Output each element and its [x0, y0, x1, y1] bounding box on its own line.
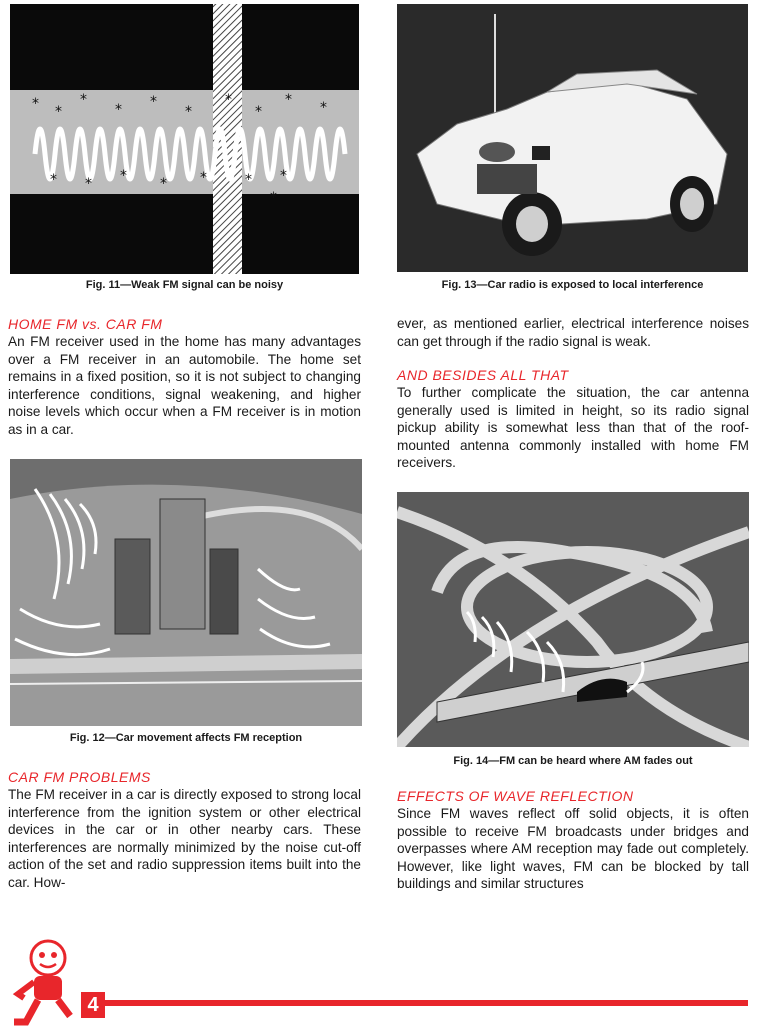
svg-text:*: * — [32, 96, 39, 112]
svg-text:*: * — [50, 172, 57, 188]
highway-overpass-illustration — [397, 492, 749, 747]
fig11-caption: Fig. 11—Weak FM signal can be noisy — [85, 279, 284, 291]
figure-13 — [397, 4, 748, 272]
figure-14 — [397, 492, 749, 747]
svg-text:*: * — [160, 176, 167, 192]
section-heading-besides: AND BESIDES ALL THAT — [397, 367, 569, 383]
section-heading-home-fm: HOME FM vs. CAR FM — [8, 316, 163, 332]
svg-text:*: * — [80, 92, 87, 108]
svg-text:*: * — [280, 168, 287, 184]
fig12-caption: Fig. 12—Car movement affects FM reception — [69, 732, 303, 744]
svg-text:*: * — [150, 94, 157, 110]
page-number: 4 — [81, 992, 105, 1018]
figure-11 — [10, 4, 359, 274]
section-text-reflection: Since FM waves reflect off solid objects, it is often possible to receive FM broadcasts under bridges and overpasses where AM reception may fade out completely. However, like light waves, FM can be blocked by tall buildings and similar structures — [397, 806, 749, 892]
svg-text:*: * — [255, 104, 262, 120]
svg-text:*: * — [185, 104, 192, 120]
fig14-caption: Fig. 14—FM can be heard where AM fades out — [453, 755, 693, 767]
fig13-caption: Fig. 13—Car radio is exposed to local interference — [441, 279, 704, 291]
mascot-character-icon — [8, 936, 88, 1033]
footer-bar — [104, 1000, 748, 1006]
city-waves-illustration — [10, 459, 362, 726]
svg-text:*: * — [200, 170, 207, 186]
section-text-car-fm: The FM receiver in a car is directly exposed to strong local interference from the ignition system or other electrical devices in the car or in other nearby cars. These interferences are normally minimized by the noise cut-off action of the set and radio suppression items built into the car. How- — [8, 787, 361, 890]
svg-text:*: * — [245, 172, 252, 188]
figure-12 — [10, 459, 362, 726]
svg-text:*: * — [120, 168, 127, 184]
svg-text:*: * — [115, 102, 122, 118]
svg-text:*: * — [270, 190, 277, 206]
svg-text:*: * — [85, 176, 92, 192]
section-heading-reflection: EFFECTS OF WAVE REFLECTION — [397, 788, 634, 804]
svg-text:*: * — [225, 92, 232, 108]
section-text-besides: To further complicate the situation, the car antenna generally used is limited in height, so its radio signal pickup ability is somewhat less than that of the roof-mounted antenna commonly installed with home FM receivers. — [397, 385, 749, 471]
svg-text:*: * — [320, 100, 327, 116]
section-text-home-fm: An FM receiver used in the home has many advantages over a FM receiver in an automobile. The home set remains in a fixed position, so it is not subject to changing interference conditions, signal weakening, and higher noise levels which occur when a FM receiver is in motion as in a car. — [8, 334, 361, 437]
car-interference-illustration — [397, 4, 748, 272]
section-heading-car-fm: CAR FM PROBLEMS — [8, 769, 151, 785]
svg-text:*: * — [285, 92, 292, 108]
fm-noisy-signal-illustration — [10, 4, 359, 274]
svg-text:*: * — [55, 104, 62, 120]
section-text-continuation: ever, as mentioned earlier, electrical interference noises can get through if the radio signal is weak. — [397, 316, 749, 349]
